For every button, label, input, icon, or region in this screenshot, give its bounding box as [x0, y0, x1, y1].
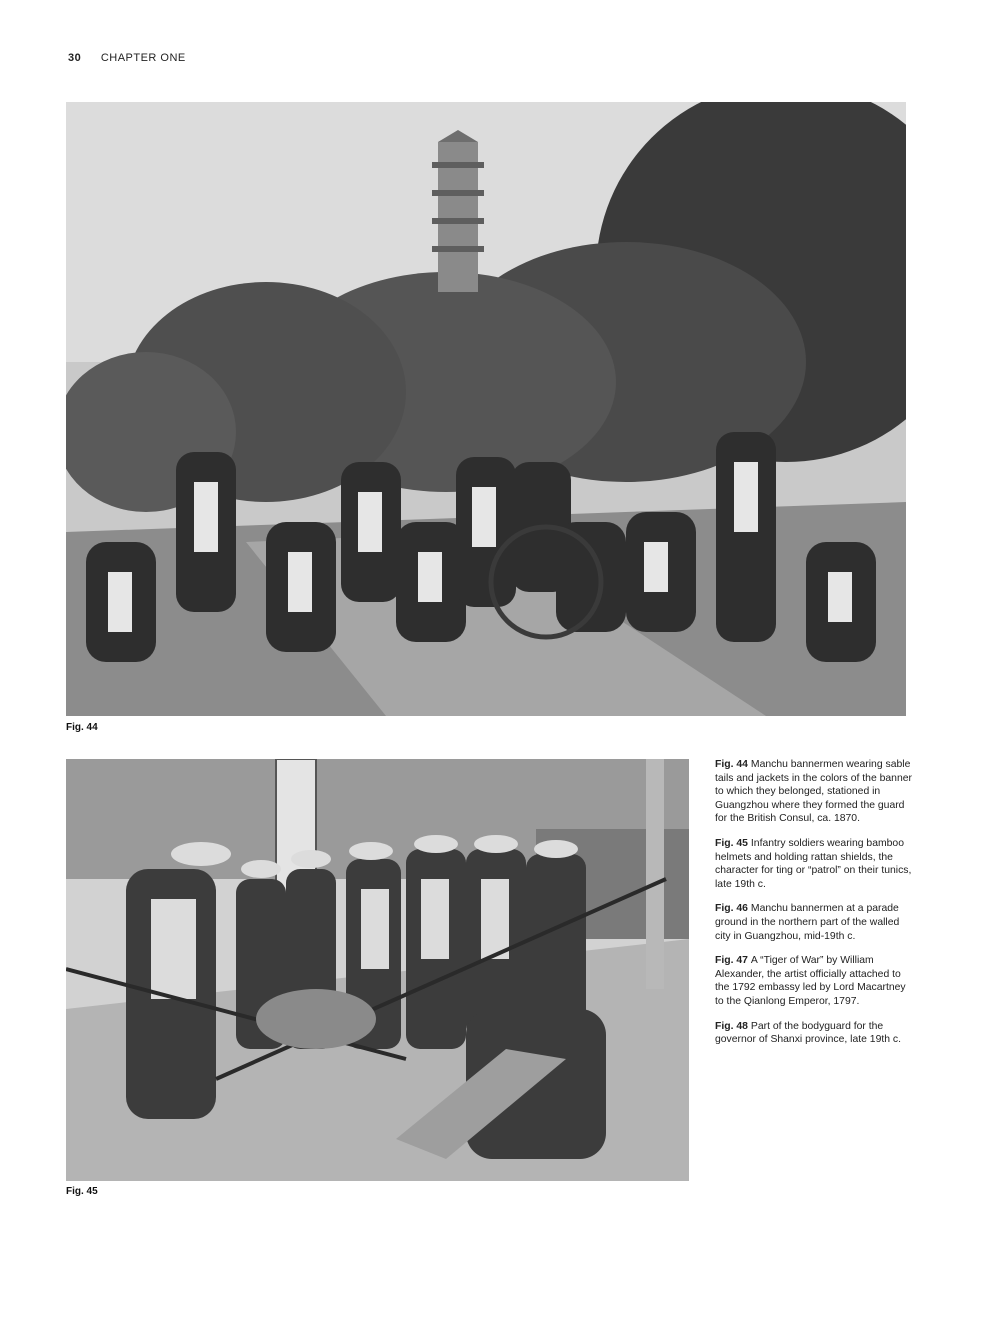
caption-label: Fig. 48: [715, 1020, 748, 1032]
caption-label: Fig. 46: [715, 903, 748, 915]
caption-text: Manchu bannermen wearing sable tails and jackets in the colors of the banner to which they belonged, stationed in Guangzhou where they formed the guard for the British Consul, ca. 1870.: [715, 759, 912, 825]
caption-fig-48: [715, 1020, 915, 1047]
photo-fig-44-drawing: [66, 102, 906, 716]
caption-label: Fig. 44: [715, 759, 748, 770]
photo-fig-45-drawing: [66, 759, 689, 1181]
photo-fig-44: [66, 102, 906, 716]
caption-text: A “Tiger of War” by William Alexander, the artist officially attached to the 1792 embassy led by Lord Macartney to the Qianlong Emperor, 1797.: [715, 955, 906, 1007]
fig-45-label: Fig. 45: [66, 1186, 98, 1197]
caption-label: Fig. 47: [715, 955, 748, 967]
photo-fig-45: [66, 759, 689, 1181]
caption-label: Fig. 45: [715, 837, 748, 849]
caption-column: [715, 758, 915, 1058]
running-head: [68, 52, 186, 64]
page-number: 30: [68, 52, 82, 64]
caption-text: Manchu bannermen at a parade ground in the northern part of the walled city in Guangzhou, mid-19th c.: [715, 903, 900, 942]
caption-fig-44: [715, 758, 915, 826]
caption-fig-45: [715, 837, 915, 891]
caption-fig-47: [715, 954, 915, 1008]
caption-fig-46: [715, 902, 915, 943]
fig-44-label: Fig. 44: [66, 722, 98, 733]
caption-text: Part of the bodyguard for the governor of Shanxi province, late 19th c.: [715, 1020, 901, 1046]
chapter-title: CHAPTER ONE: [100, 52, 186, 64]
caption-text: Infantry soldiers wearing bamboo helmets and holding rattan shields, the character for ting or “patrol” on their tunics, late 19th c.: [715, 837, 912, 890]
